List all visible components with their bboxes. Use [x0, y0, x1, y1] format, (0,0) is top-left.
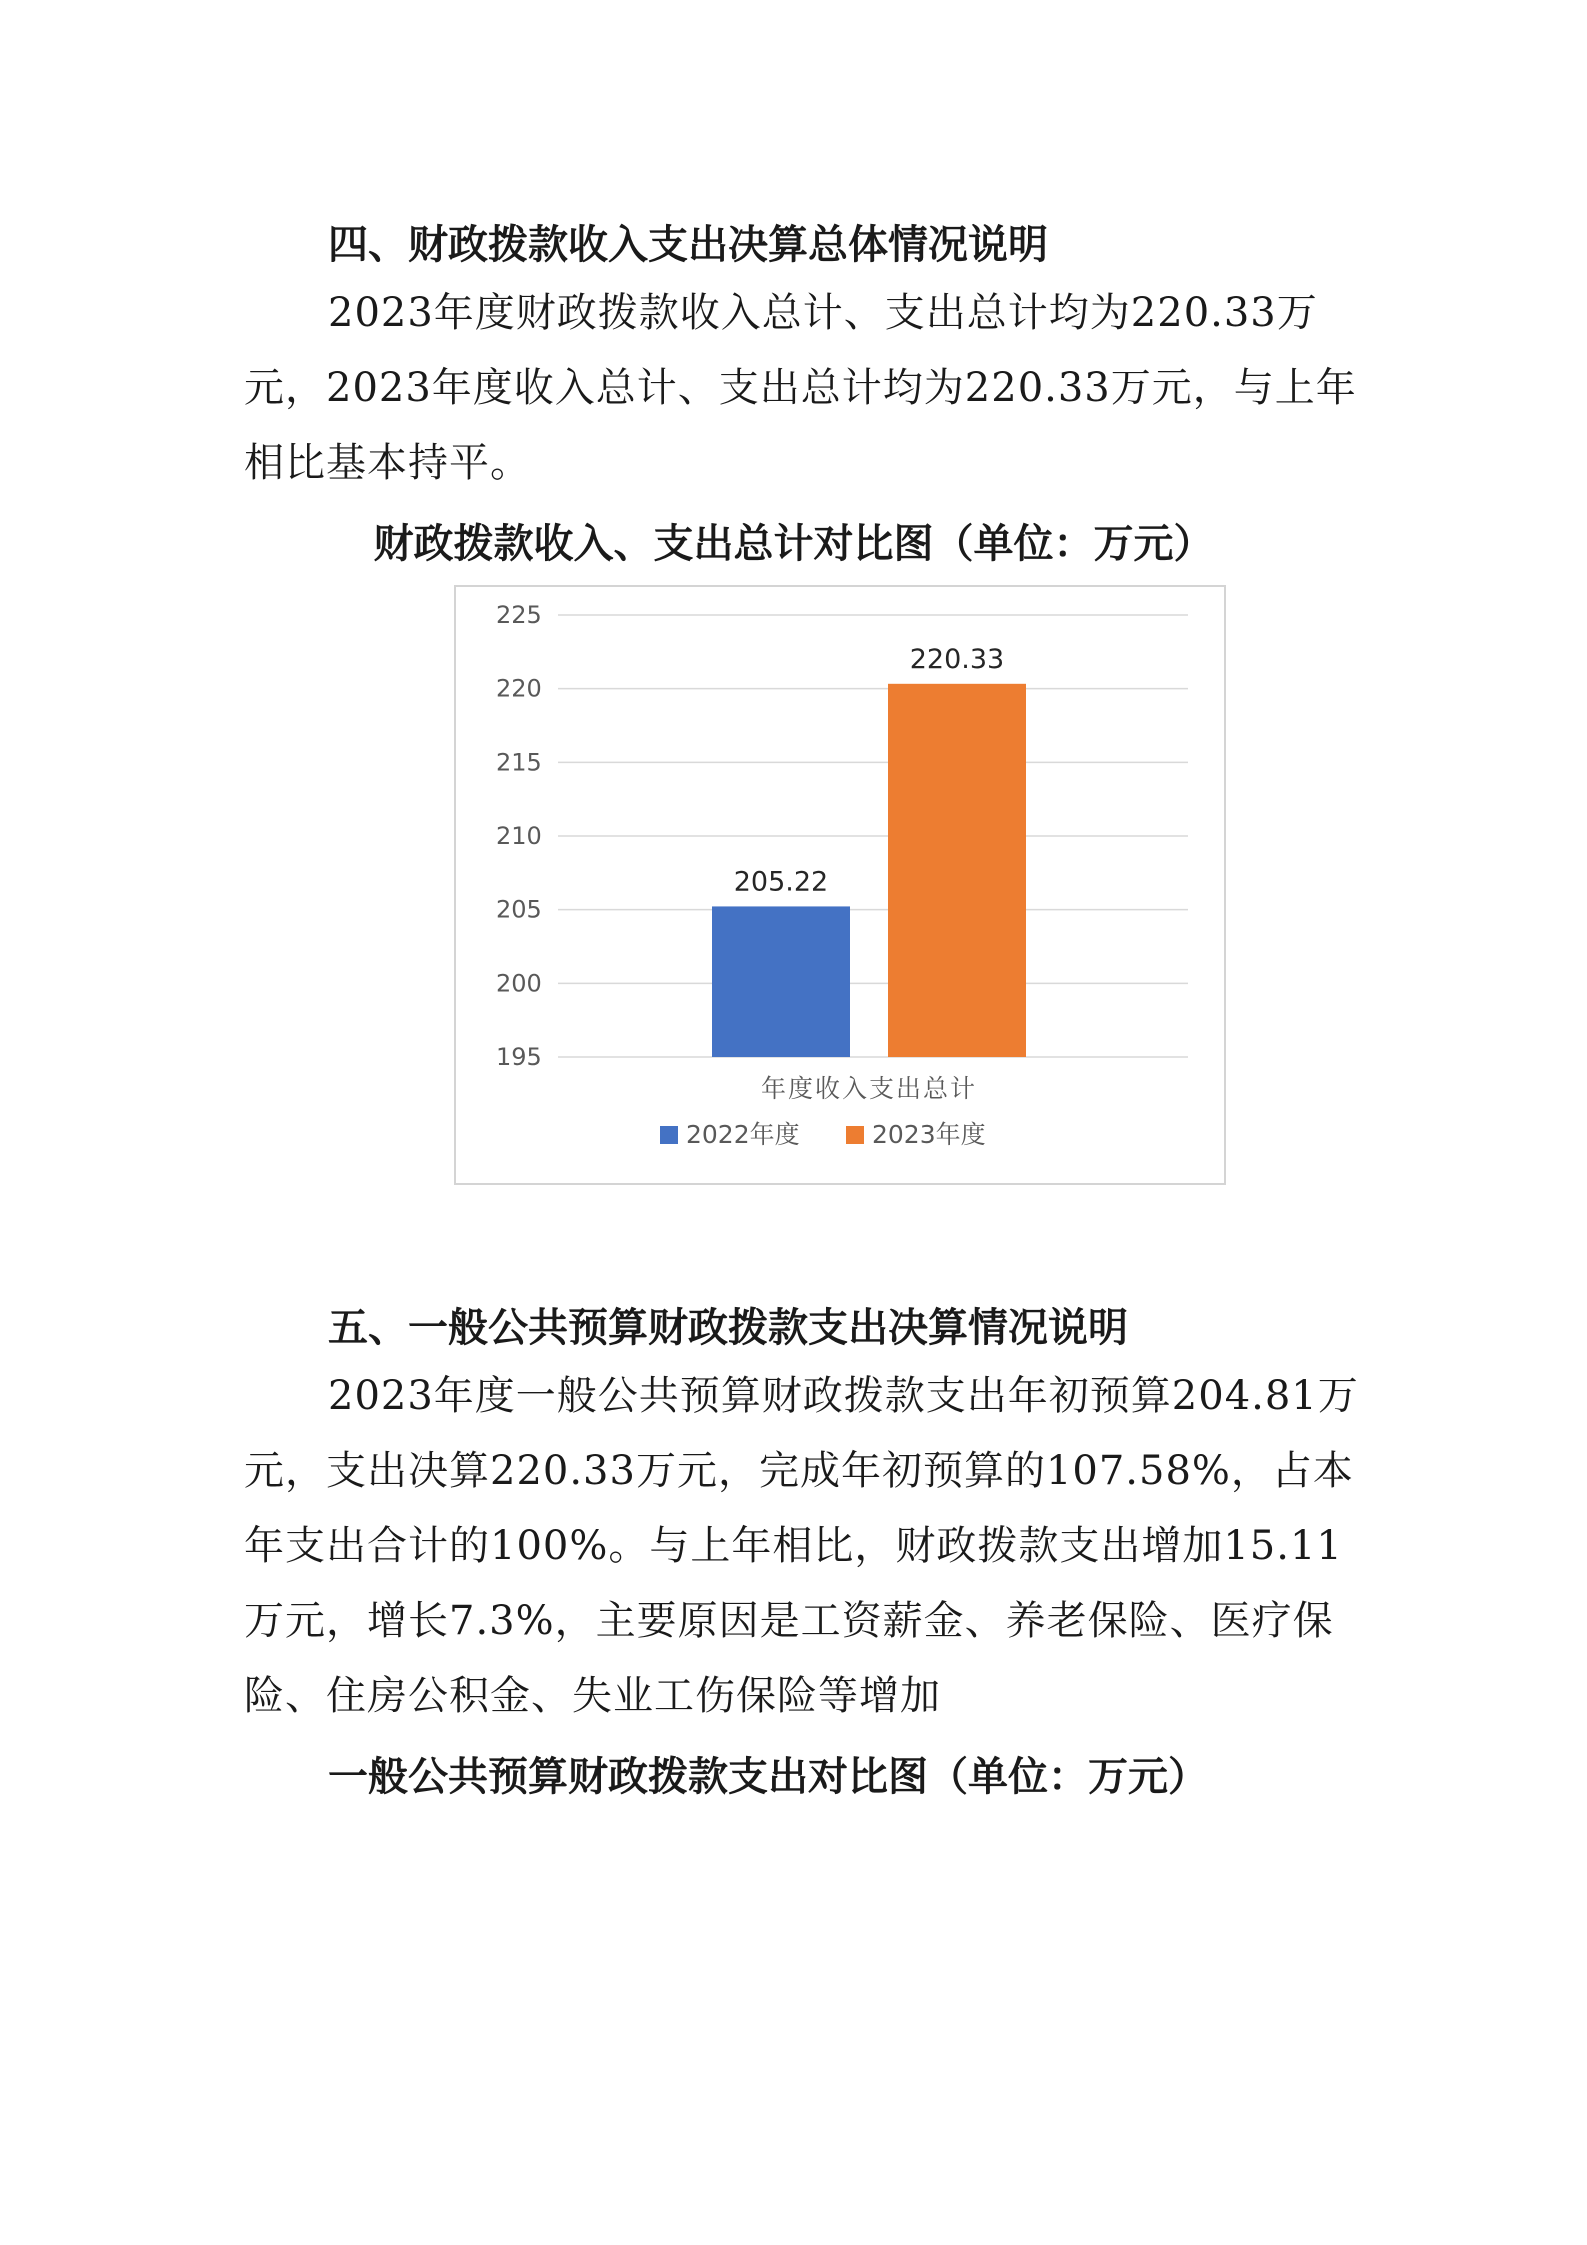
legend-swatch-2023年度 [846, 1126, 864, 1144]
y-tick-label-215: 215 [496, 748, 542, 777]
y-tick-label-225: 225 [496, 601, 542, 629]
y-tick-label-210: 210 [496, 822, 542, 850]
data-label-2022年度: 205.22 [733, 866, 829, 898]
legend-label-2023年度: 2023年度 [872, 1120, 986, 1149]
y-tick-label-200: 200 [496, 969, 542, 998]
section-5-heading: 五、一般公共预算财政拨款支出决算情况说明 [328, 1305, 1128, 1351]
bar-chart [454, 585, 1226, 1185]
section-4-heading: 四、财政拨款收入支出决算总体情况说明 [328, 222, 1048, 268]
section-4-paragraph: 2023年度财政拨款收入总计、支出总计均为220.33万元，2023年度收入总计、支出总计均为220.33万元，与上年相比基本持平。 [244, 290, 1357, 486]
bar-2023年度 [888, 684, 1026, 1057]
data-label-2023年度: 220.33 [909, 643, 1005, 675]
bar-chart-canvas [456, 587, 1224, 1183]
legend-swatch-2022年度 [660, 1126, 678, 1144]
y-tick-label-195: 195 [496, 1043, 542, 1071]
legend-label-2022年度: 2022年度 [686, 1120, 800, 1149]
section-5-paragraph: 2023年度一般公共预算财政拨款支出年初预算204.81万元，支出决算220.33万元，完成年初预算的107.58%，占本年支出合计的100%。与上年相比，财政拨款支出增加15.11万元，增长7.3%，主要原因是工资薪金、养老保险、医疗保险、住房公积金、失业工伤保险等增加 [244, 1373, 1359, 1719]
x-category-label: 年度收入支出总计 [760, 1074, 978, 1103]
chart-2-title: 一般公共预算财政拨款支出对比图（单位：万元） [328, 1754, 1208, 1800]
y-tick-label-220: 220 [496, 674, 542, 703]
chart-1-title: 财政拨款收入、支出总计对比图（单位：万元） [373, 521, 1214, 567]
y-tick-label-205: 205 [496, 895, 542, 924]
bar-2022年度 [712, 906, 850, 1057]
